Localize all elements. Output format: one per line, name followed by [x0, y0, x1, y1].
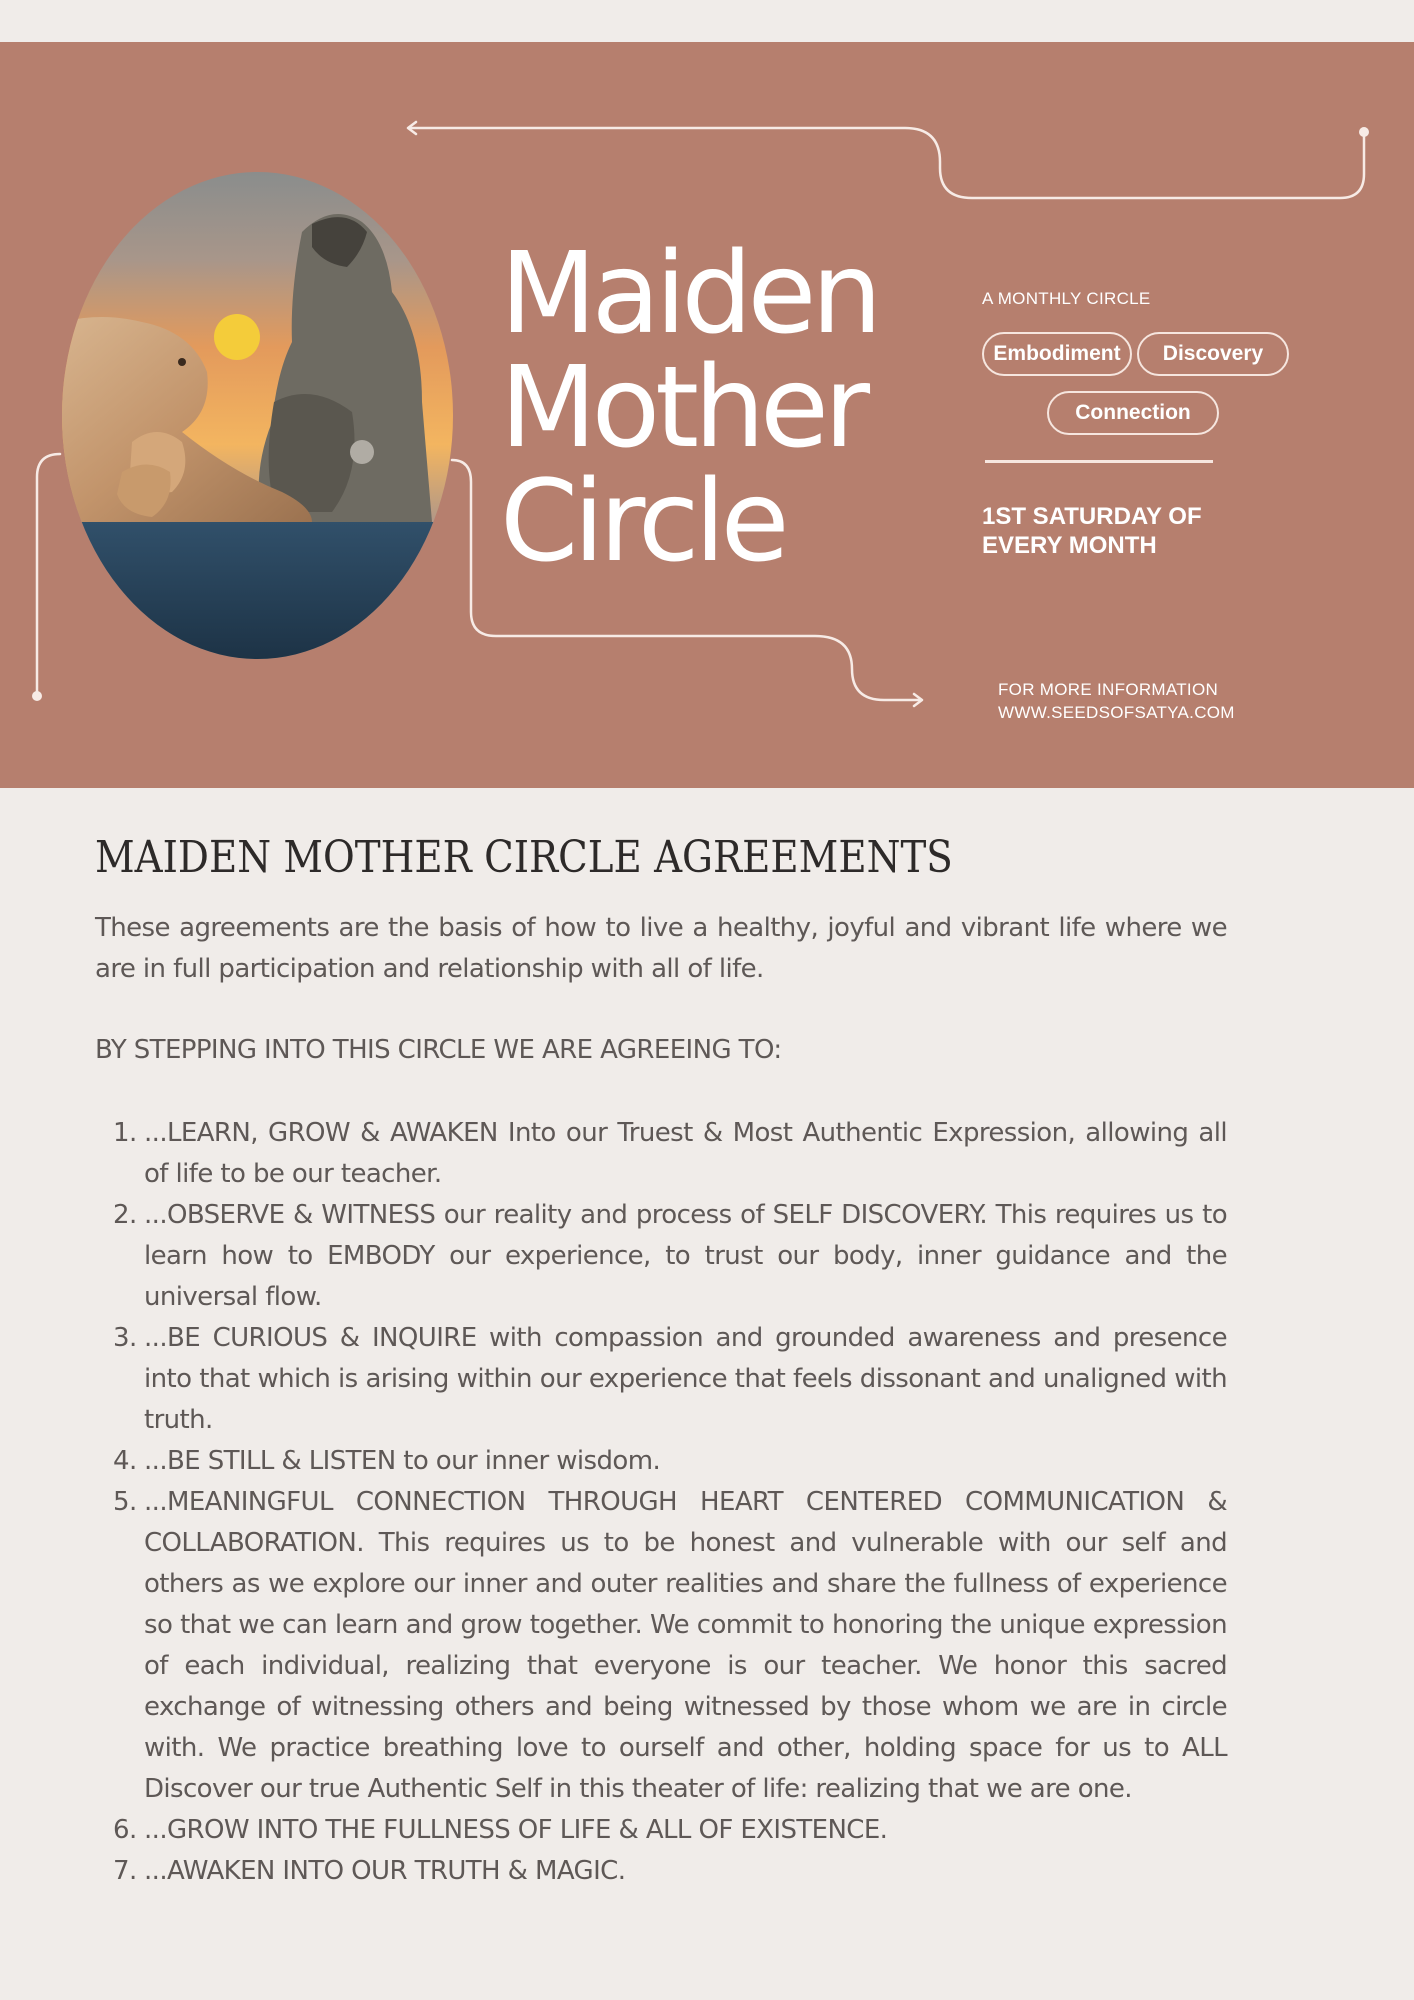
agreement-item-7 [95, 1851, 1227, 1892]
agreement-text: ...OBSERVE & WITNESS our reality and process of SELF DISCOVERY. This requires us to learn how to EMBODY our experience, to trust our body, inner guidance and the universal flow. [144, 1200, 1227, 1312]
agreement-item-2 [95, 1195, 1227, 1318]
agreement-number: 3. [113, 1323, 137, 1353]
event-kicker: A MONTHLY CIRCLE [982, 289, 1151, 308]
title-line-3: Circle [500, 457, 785, 587]
event-schedule [982, 502, 1202, 560]
title-line-1: Maiden [500, 229, 878, 359]
agreements-section [95, 828, 1227, 1892]
title-line-2: Mother [500, 343, 866, 473]
agreement-number: 5. [113, 1487, 137, 1517]
agreement-item-6 [95, 1810, 1227, 1851]
agreement-text: ...AWAKEN INTO OUR TRUTH & MAGIC. [144, 1856, 626, 1886]
website-link[interactable]: WWW.SEEDSOFSATYA.COM [998, 703, 1235, 722]
agreement-item-3 [95, 1318, 1227, 1441]
event-banner [0, 42, 1414, 788]
agreement-number: 2. [113, 1200, 137, 1230]
agreements-heading: MAIDEN MOTHER CIRCLE AGREEMENTS [95, 832, 953, 883]
agreement-number: 6. [113, 1815, 137, 1845]
agreement-text: ...BE CURIOUS & INQUIRE with compassion and grounded awareness and presence into that which is arising within our experience that feels dissonant and unaligned with truth. [144, 1323, 1227, 1435]
agreement-item-5 [95, 1482, 1227, 1810]
agreement-number: 1. [113, 1118, 137, 1148]
agreement-text: ...MEANINGFUL CONNECTION THROUGH HEART CENTERED COMMUNICATION & COLLABORATION. This requires us to be honest and vulnerable with our self and others as we explore our inner and outer realities and share the fullness of experience so that we can learn and grow together. We commit to honoring the unique expression of each individual, realizing that everyone is our teacher. We honor this sacred exchange of witnessing others and being witnessed by those whom we are in circle with. We practice breathing love to ourself and other, holding space for us to ALL Discover our true Authentic Self in this theater of life: realizing that we are one. [144, 1487, 1227, 1804]
lioness-and-mother-collage-image [62, 172, 453, 659]
schedule-line-2: EVERY MONTH [982, 532, 1157, 559]
schedule-line-1: 1ST SATURDAY OF [982, 503, 1202, 530]
tag-embodiment: Embodiment [982, 332, 1132, 376]
agreement-text: ...LEARN, GROW & AWAKEN Into our Truest & Most Authentic Expression, allowing all of life to be our teacher. [144, 1118, 1227, 1189]
event-title [500, 229, 878, 587]
lead-paragraph: BY STEPPING INTO THIS CIRCLE WE ARE AGREEING TO: [95, 1035, 782, 1065]
info-label: FOR MORE INFORMATION [998, 680, 1219, 699]
agreement-text: ...BE STILL & LISTEN to our inner wisdom. [144, 1446, 661, 1476]
divider [985, 460, 1213, 463]
agreement-number: 7. [113, 1856, 137, 1886]
agreement-item-4 [95, 1441, 1227, 1482]
intro-paragraph: These agreements are the basis of how to live a healthy, joyful and vibrant life where we are in full participation and relationship with all of life. [95, 913, 1227, 984]
agreement-item-1 [95, 1113, 1227, 1195]
agreements-list [95, 1113, 1227, 1892]
tag-connection: Connection [1047, 391, 1219, 435]
agreement-text: ...GROW INTO THE FULLNESS OF LIFE & ALL OF EXISTENCE. [144, 1815, 888, 1845]
tag-discovery: Discovery [1137, 332, 1289, 376]
more-info [998, 678, 1235, 724]
agreement-number: 4. [113, 1446, 137, 1476]
